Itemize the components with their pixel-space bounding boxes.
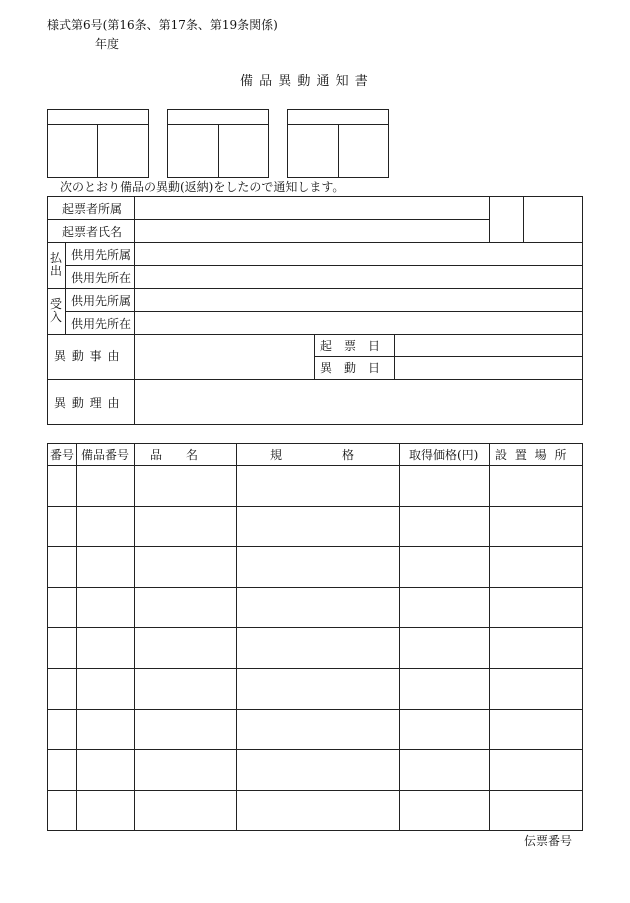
table-row[interactable] [48,466,583,506]
intro-text: 次のとおり備品の異動(返納)をしたので通知します。 [60,180,345,194]
col-header-asset-number: 備品番号 [81,448,130,462]
transfer-date-label: 異 動 日 [320,361,381,375]
requester-dept-label: 起票者所属 [62,202,123,216]
col-header-location: 設 置 場 所 [495,448,569,462]
requester-name-label: 起票者氏名 [62,225,123,239]
receive-location-field[interactable] [135,312,583,334]
col-header-price: 取得価格(円) [409,448,479,462]
receive-location-label: 供用先所在 [71,317,132,331]
form-number: 様式第6号(第16条、第17条、第19条関係) [47,18,278,32]
issue-date-label: 起 票 日 [320,339,381,353]
payout-dept-field[interactable] [135,243,583,265]
table-row[interactable] [48,507,583,546]
col-header-item-name: 品 名 [150,448,199,462]
payout-dept-label: 供用先所属 [71,248,132,262]
receive-group-label: 受入 [50,297,63,324]
issue-date-field[interactable] [395,335,583,356]
table-row[interactable] [48,710,583,749]
payout-location-label: 供用先所在 [71,271,132,285]
payout-location-field[interactable] [135,266,583,288]
table-row[interactable] [48,669,583,709]
page-title: 備 品 異 動 通 知 書 [240,74,369,89]
slip-number-label: 伝票番号 [524,834,573,848]
table-row[interactable] [48,750,583,790]
receive-dept-label: 供用先所属 [71,294,132,308]
transfer-reason-label: 異 動 理 由 [54,396,121,410]
transfer-reason-field[interactable] [135,380,583,425]
requester-dept-field[interactable] [135,197,489,219]
col-header-number: 番号 [50,448,75,462]
transfer-matter-label: 異 動 事 由 [54,349,121,363]
col-header-spec: 規 格 [270,448,355,462]
transfer-matter-field[interactable] [135,335,314,379]
table-row[interactable] [48,791,583,831]
fiscal-year-label: 年度 [95,37,120,51]
requester-name-field[interactable] [135,220,489,242]
receive-dept-field[interactable] [135,289,583,311]
transfer-date-field[interactable] [395,357,583,379]
table-row[interactable] [48,547,583,587]
table-row[interactable] [48,628,583,668]
table-row[interactable] [48,588,583,627]
payout-group-label: 払出 [50,251,63,278]
